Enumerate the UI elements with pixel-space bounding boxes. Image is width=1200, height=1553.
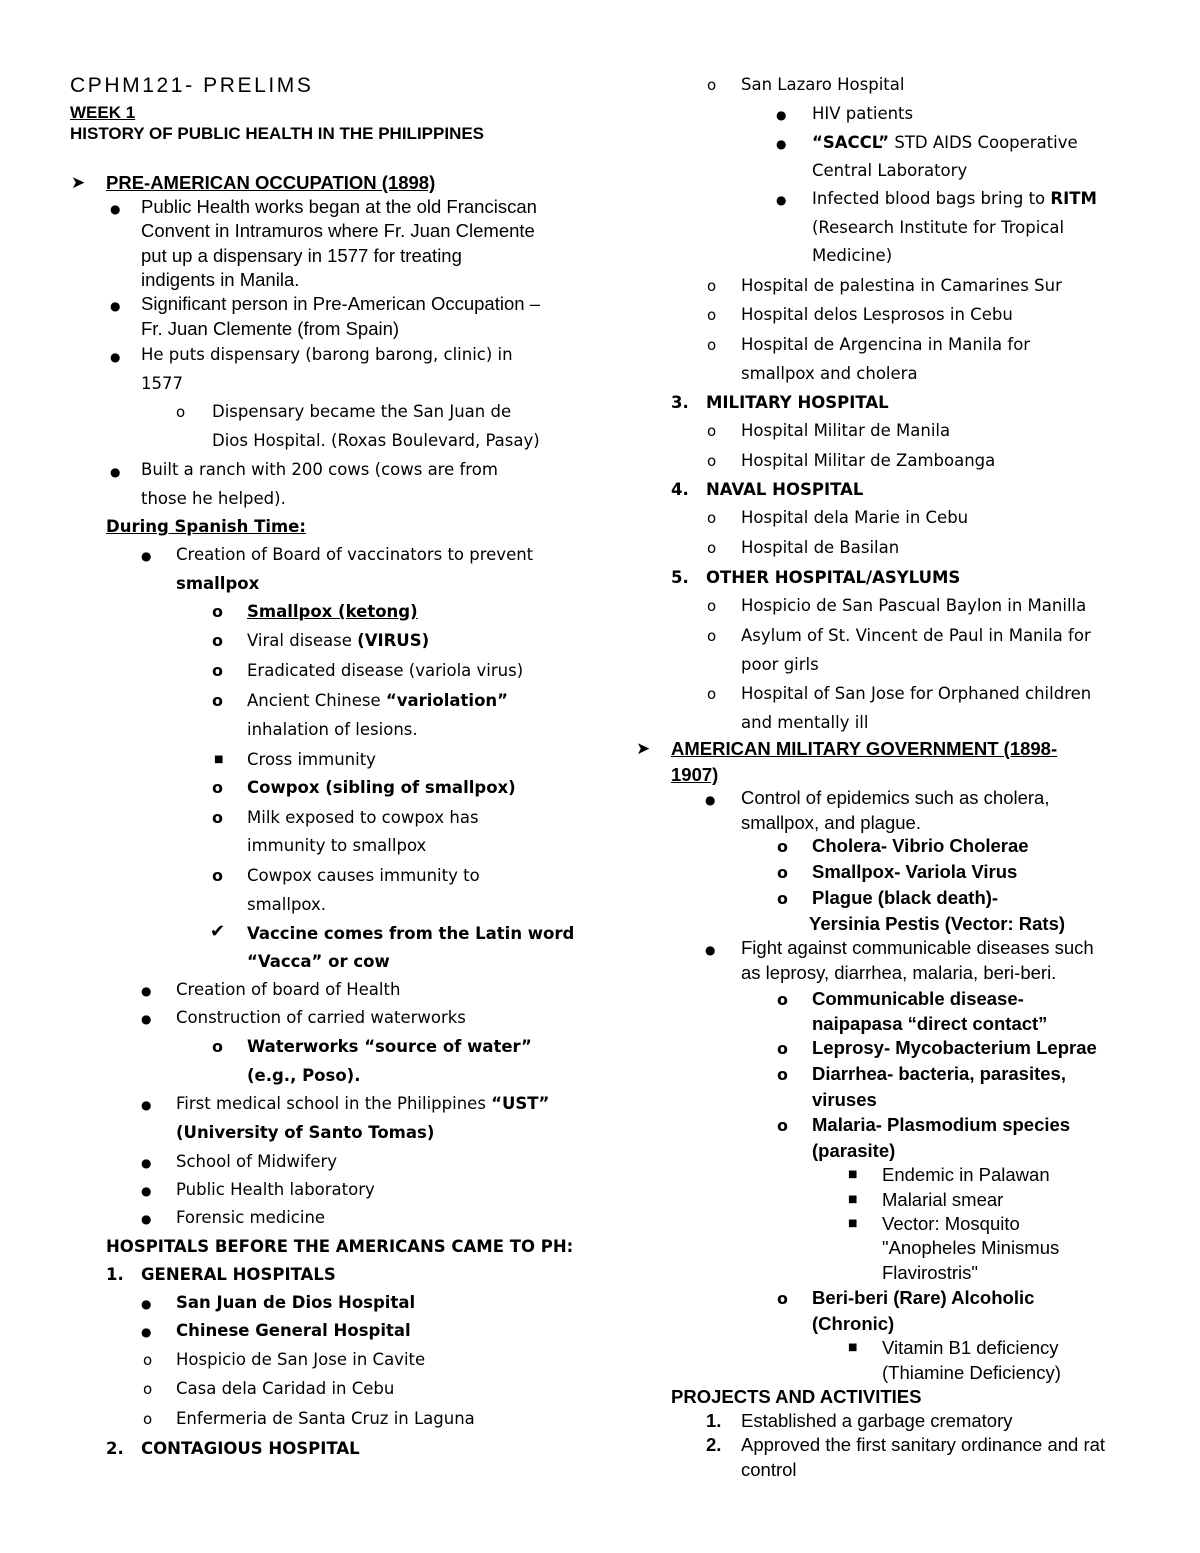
text-line bbox=[812, 135, 1078, 152]
text-line: Convent in Intramuros where Fr. Juan Clemente bbox=[141, 220, 535, 241]
bullet-icon: ● bbox=[776, 137, 787, 151]
text-line: Flavirostris" bbox=[882, 1262, 978, 1283]
circle-bullet-icon: o bbox=[777, 1065, 788, 1084]
circle-bullet-icon: o bbox=[707, 627, 717, 645]
circle-bullet-icon: o bbox=[707, 422, 717, 440]
text-line: inhalation of lesions. bbox=[247, 720, 418, 739]
text-line: “Vacca” or cow bbox=[247, 952, 390, 971]
list-number: 3. bbox=[671, 393, 689, 412]
text-part: Infected blood bags bring to bbox=[812, 189, 1051, 208]
text-line: Diarrhea- bacteria, parasites, bbox=[812, 1063, 1066, 1084]
bullet-icon: ● bbox=[141, 549, 152, 563]
circle-bullet-icon: o bbox=[707, 336, 717, 354]
text-line: Vaccine comes from the Latin word bbox=[247, 924, 575, 943]
square-bullet-icon: ■ bbox=[848, 1342, 858, 1353]
circle-bullet-icon: o bbox=[777, 837, 788, 856]
text-line: Waterworks “source of water” bbox=[247, 1037, 532, 1056]
text-line: Yersinia Pestis (Vector: Rats) bbox=[809, 913, 1066, 934]
text-line: Hospital dela Marie in Cebu bbox=[741, 508, 969, 527]
circle-bullet-icon: o bbox=[777, 1039, 788, 1058]
text-line: Forensic medicine bbox=[176, 1208, 326, 1227]
text-line: viruses bbox=[812, 1089, 877, 1110]
circle-bullet-icon: o bbox=[176, 403, 186, 421]
text-line bbox=[247, 633, 429, 650]
text-line: Malaria- Plasmodium species bbox=[812, 1114, 1071, 1135]
text-line bbox=[176, 1096, 549, 1113]
spanish-time-heading: During Spanish Time: bbox=[106, 517, 306, 536]
text-line: Fight against communicable diseases such bbox=[741, 937, 1094, 958]
text-line: smallpox bbox=[176, 574, 260, 593]
text-line: (e.g., Poso). bbox=[247, 1066, 361, 1085]
bullet-icon: ● bbox=[141, 1325, 152, 1339]
text-line: Milk exposed to cowpox has bbox=[247, 808, 479, 827]
circle-bullet-icon: o bbox=[707, 306, 717, 324]
text-line: Control of epidemics such as cholera, bbox=[741, 787, 1050, 808]
text-line: He puts dispensary (barong barong, clinic) in bbox=[141, 345, 513, 364]
text-line: (University of Santo Tomas) bbox=[176, 1123, 435, 1142]
bullet-icon: ● bbox=[141, 1297, 152, 1311]
text-line: Chinese General Hospital bbox=[176, 1321, 411, 1340]
text-line: Smallpox (ketong) bbox=[247, 602, 418, 621]
checkmark-icon: ✔ bbox=[210, 921, 226, 942]
text-line: Hospital delos Lesprosos in Cebu bbox=[741, 305, 1013, 324]
list-number: 5. bbox=[671, 568, 689, 587]
text-line: Public Health laboratory bbox=[176, 1180, 375, 1199]
text-part: First medical school in the Philippines bbox=[176, 1094, 492, 1113]
text-line: Significant person in Pre-American Occupation – bbox=[141, 293, 540, 314]
text-line: Hospital de Argencina in Manila for bbox=[741, 335, 1031, 354]
text-line: Leprosy- Mycobacterium Leprae bbox=[812, 1037, 1097, 1058]
text-line: School of Midwifery bbox=[176, 1152, 338, 1171]
circle-bullet-icon: o bbox=[212, 778, 223, 797]
text-part-bold: “variolation” bbox=[385, 691, 509, 710]
text-part: Viral disease bbox=[247, 631, 358, 650]
bullet-icon: ● bbox=[141, 1212, 152, 1226]
circle-bullet-icon: o bbox=[212, 1037, 223, 1056]
text-line: Cowpox causes immunity to bbox=[247, 866, 480, 885]
section-heading-american-cont: 1907) bbox=[671, 764, 719, 785]
text-part-bold: RITM bbox=[1050, 189, 1097, 208]
text-line: Endemic in Palawan bbox=[882, 1164, 1050, 1185]
text-line: Hospital de Basilan bbox=[741, 538, 900, 557]
text-line: (Research Institute for Tropical bbox=[812, 218, 1065, 237]
course-title: CPHM121- PRELIMS bbox=[70, 74, 314, 97]
bullet-icon: ● bbox=[110, 350, 121, 364]
text-line: (Chronic) bbox=[812, 1313, 895, 1334]
circle-bullet-icon: o bbox=[777, 889, 788, 908]
text-part-bold: (VIRUS) bbox=[357, 631, 430, 650]
text-line: smallpox and cholera bbox=[741, 364, 918, 383]
circle-bullet-icon: o bbox=[212, 661, 223, 680]
section-heading-pre-american: PRE-AMERICAN OCCUPATION (1898) bbox=[106, 172, 436, 193]
text-line: Creation of board of Health bbox=[176, 980, 401, 999]
circle-bullet-icon: o bbox=[777, 1289, 788, 1308]
text-line: San Juan de Dios Hospital bbox=[176, 1293, 416, 1312]
text-line: and mentally ill bbox=[741, 713, 869, 732]
list-number: 4. bbox=[671, 480, 689, 499]
text-line: Hospital de palestina in Camarines Sur bbox=[741, 276, 1062, 295]
bullet-icon: ● bbox=[141, 984, 152, 998]
text-line: naipapasa “direct contact” bbox=[812, 1013, 1048, 1034]
circle-bullet-icon: o bbox=[143, 1351, 153, 1369]
text-line: Cross immunity bbox=[247, 750, 376, 769]
text-line: HIV patients bbox=[812, 104, 914, 123]
text-line bbox=[812, 191, 1097, 208]
bullet-icon: ● bbox=[141, 1184, 152, 1198]
text-part: STD AIDS Cooperative bbox=[889, 133, 1078, 152]
bullet-icon: ● bbox=[110, 202, 121, 216]
text-line: indigents in Manila. bbox=[141, 269, 300, 290]
text-line: smallpox, and plague. bbox=[741, 812, 921, 833]
list-number: 2. bbox=[106, 1439, 124, 1458]
text-line: immunity to smallpox bbox=[247, 836, 427, 855]
text-line: Hospital Militar de Manila bbox=[741, 421, 951, 440]
bullet-icon: ● bbox=[705, 943, 716, 957]
text-line: Hospicio de San Jose in Cavite bbox=[176, 1350, 426, 1369]
text-line: Plague (black death)- bbox=[812, 887, 999, 908]
bullet-icon: ● bbox=[141, 1098, 152, 1112]
bullet-icon: ● bbox=[110, 465, 121, 479]
text-line: Casa dela Caridad in Cebu bbox=[176, 1379, 395, 1398]
text-line: Vector: Mosquito bbox=[882, 1213, 1020, 1234]
text-line: San Lazaro Hospital bbox=[741, 75, 905, 94]
text-line: Malarial smear bbox=[882, 1189, 1004, 1210]
text-line: Public Health works began at the old Franciscan bbox=[141, 196, 537, 217]
section-heading-american: AMERICAN MILITARY GOVERNMENT (1898- bbox=[671, 738, 1058, 759]
list-number: 1. bbox=[106, 1265, 124, 1284]
text-line: put up a dispensary in 1577 for treating bbox=[141, 245, 462, 266]
text-line bbox=[247, 693, 508, 710]
text-line: Hospital of San Jose for Orphaned children bbox=[741, 684, 1092, 703]
hospitals-heading: HOSPITALS BEFORE THE AMERICANS CAME TO PH: bbox=[106, 1237, 574, 1256]
text-line: as leprosy, diarrhea, malaria, beri-beri. bbox=[741, 962, 1057, 983]
text-part: Ancient Chinese bbox=[247, 691, 386, 710]
text-line: poor girls bbox=[741, 655, 819, 674]
text-line: smallpox. bbox=[247, 895, 327, 914]
text-line: Established a garbage crematory bbox=[741, 1410, 1013, 1431]
square-bullet-icon: ■ bbox=[848, 1169, 858, 1180]
square-bullet-icon: ■ bbox=[214, 754, 224, 765]
circle-bullet-icon: o bbox=[707, 277, 717, 295]
text-line: Dios Hospital. (Roxas Boulevard, Pasay) bbox=[212, 431, 540, 450]
circle-bullet-icon: o bbox=[707, 509, 717, 527]
square-bullet-icon: ■ bbox=[848, 1194, 858, 1205]
text-line: Cholera- Vibrio Cholerae bbox=[812, 835, 1029, 856]
text-line: (parasite) bbox=[812, 1140, 896, 1161]
text-part-bold: “UST” bbox=[491, 1094, 550, 1113]
circle-bullet-icon: o bbox=[707, 685, 717, 703]
text-line: Cowpox (sibling of smallpox) bbox=[247, 778, 516, 797]
bullet-icon: ● bbox=[705, 793, 716, 807]
bullet-icon: ● bbox=[141, 1012, 152, 1026]
text-line: Medicine) bbox=[812, 246, 893, 265]
circle-bullet-icon: o bbox=[212, 602, 223, 621]
circle-bullet-icon: o bbox=[707, 76, 717, 94]
text-line: Vitamin B1 deficiency bbox=[882, 1337, 1059, 1358]
circle-bullet-icon: o bbox=[143, 1380, 153, 1398]
text-line: MILITARY HOSPITAL bbox=[706, 393, 889, 412]
list-number: 2. bbox=[706, 1434, 722, 1455]
circle-bullet-icon: o bbox=[143, 1410, 153, 1428]
bullet-icon: ● bbox=[110, 299, 121, 313]
text-line: CONTAGIOUS HOSPITAL bbox=[141, 1439, 360, 1458]
arrow-bullet-icon: ➤ bbox=[636, 739, 651, 759]
circle-bullet-icon: o bbox=[707, 597, 717, 615]
circle-bullet-icon: o bbox=[212, 808, 223, 827]
circle-bullet-icon: o bbox=[777, 863, 788, 882]
text-line: Creation of Board of vaccinators to prevent bbox=[176, 545, 534, 564]
text-line: control bbox=[741, 1459, 797, 1480]
text-line: 1577 bbox=[141, 374, 183, 393]
text-line: Eradicated disease (variola virus) bbox=[247, 661, 524, 680]
text-line: NAVAL HOSPITAL bbox=[706, 480, 864, 499]
text-line: Communicable disease- bbox=[812, 988, 1024, 1009]
circle-bullet-icon: o bbox=[212, 631, 223, 650]
text-line: Dispensary became the San Juan de bbox=[212, 402, 512, 421]
text-line: "Anopheles Minismus bbox=[882, 1237, 1060, 1258]
circle-bullet-icon: o bbox=[707, 539, 717, 557]
text-line: Enfermeria de Santa Cruz in Laguna bbox=[176, 1409, 475, 1428]
week-label: WEEK 1 bbox=[70, 103, 136, 122]
circle-bullet-icon: o bbox=[777, 1116, 788, 1135]
text-line: those he helped). bbox=[141, 489, 286, 508]
text-line: GENERAL HOSPITALS bbox=[141, 1265, 336, 1284]
text-line: Hospicio de San Pascual Baylon in Manilla bbox=[741, 596, 1087, 615]
text-line: Built a ranch with 200 cows (cows are from bbox=[141, 460, 498, 479]
text-line: Beri-beri (Rare) Alcoholic bbox=[812, 1287, 1035, 1308]
circle-bullet-icon: o bbox=[707, 452, 717, 470]
text-line: Smallpox- Variola Virus bbox=[812, 861, 1018, 882]
text-line: Asylum of St. Vincent de Paul in Manila for bbox=[741, 626, 1091, 645]
bullet-icon: ● bbox=[776, 108, 787, 122]
list-number: 1. bbox=[706, 1410, 722, 1431]
text-line: Construction of carried waterworks bbox=[176, 1008, 466, 1027]
text-line: Approved the first sanitary ordinance and rat bbox=[741, 1434, 1106, 1455]
text-line: Central Laboratory bbox=[812, 161, 968, 180]
projects-heading: PROJECTS AND ACTIVITIES bbox=[671, 1386, 922, 1407]
text-line: Fr. Juan Clemente (from Spain) bbox=[141, 318, 400, 339]
text-part-bold: “SACCL” bbox=[812, 133, 890, 152]
text-line: Hospital Militar de Zamboanga bbox=[741, 451, 996, 470]
arrow-bullet-icon: ➤ bbox=[71, 173, 86, 193]
circle-bullet-icon: o bbox=[212, 691, 223, 710]
bullet-icon: ● bbox=[776, 193, 787, 207]
main-heading: HISTORY OF PUBLIC HEALTH IN THE PHILIPPINES bbox=[70, 124, 485, 143]
circle-bullet-icon: o bbox=[777, 990, 788, 1009]
text-line: OTHER HOSPITAL/ASYLUMS bbox=[706, 568, 961, 587]
bullet-icon: ● bbox=[141, 1156, 152, 1170]
text-line: (Thiamine Deficiency) bbox=[882, 1362, 1061, 1383]
circle-bullet-icon: o bbox=[212, 866, 223, 885]
square-bullet-icon: ■ bbox=[848, 1218, 858, 1229]
